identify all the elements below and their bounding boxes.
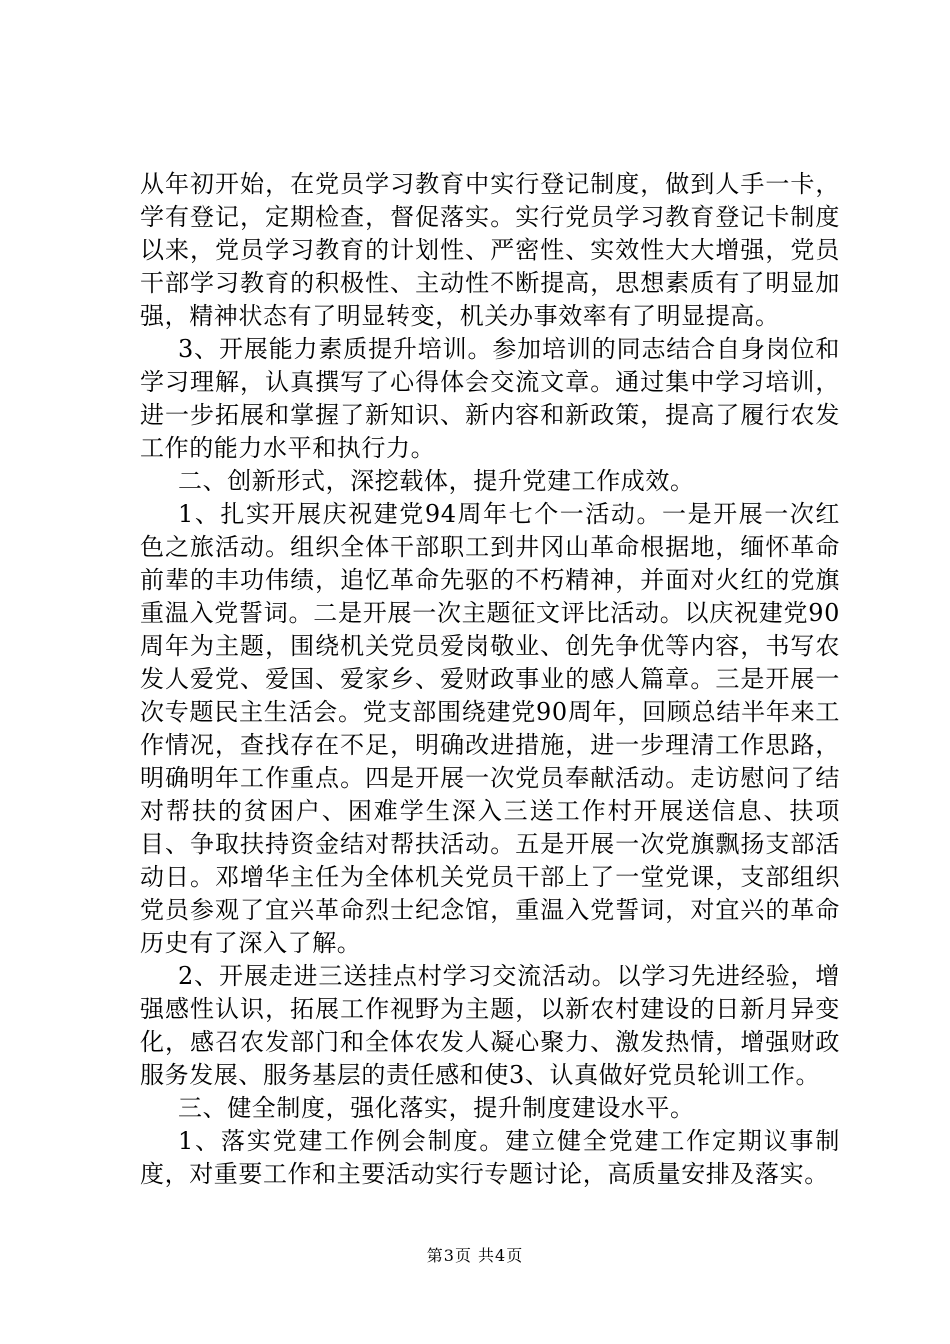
paragraph-4: 1、扎实开展庆祝建党94周年七个一活动。一是开展一次红色之旅活动。组织全体干部职工到井冈山革命根据地，缅怀革命前辈的丰功伟绩，追忆革命先驱的不朽精神，并面对火红的党旗重温入党誓词。二是开展一次主题征文评比活动。以庆祝建党90周年为主题，围绕机关党员爱岗敬业、创先争优等内容，书写农发人爱党、爱国、爱家乡、爱财政事业的感人篇章。三是开展一次专题民主生活会。党支部围绕建党90周年，回顾总结半年来工作情况，查找存在不足，明确改进措施，进一步理清工作思路，明确明年工作重点。四是开展一次党员奉献活动。走访慰问了结对帮扶的贫困户、困难学生深入三送工作村开展送信息、扶项目、争取扶持资金结对帮扶活动。五是开展一次党旗飘扬支部活动日。邓增华主任为全体机关党员干部上了一堂党课，支部组织党员参观了宜兴革命烈士纪念馆，重温入党誓词，对宜兴的革命历史有了深入了解。	[140, 500, 840, 957]
document-body	[140, 168, 840, 1191]
paragraph-7: 1、落实党建工作例会制度。建立健全党建工作定期议事制度，对重要工作和主要活动实行专题讨论，高质量安排及落实。	[140, 1127, 840, 1188]
section-heading-3: 三、健全制度，强化落实，提升制度建设水平。	[178, 1094, 695, 1122]
page-number: 第3页 共4页	[426, 1246, 524, 1265]
paragraph-5: 2、开展走进三送挂点村学习交流活动。以学习先进经验，增强感性认识，拓展工作视野为主题，以新农村建设的日新月异变化，感召农发部门和全体农发人凝心聚力、激发热情，增强财政服务发展、服务基层的责任感和使3、认真做好党员轮训工作。	[140, 962, 840, 1089]
paragraph-2: 3、开展能力素质提升培训。参加培训的同志结合自身岗位和学习理解，认真撰写了心得体会交流文章。通过集中学习培训，进一步拓展和掌握了新知识、新内容和新政策，提高了履行农发工作的能力水平和执行力。	[140, 335, 840, 462]
section-heading-2: 二、创新形式，深挖载体，提升党建工作成效。	[178, 467, 695, 495]
paragraph-1: 从年初开始，在党员学习教育中实行登记制度，做到人手一卡，学有登记，定期检查，督促落实。实行党员学习教育登记卡制度以来，党员学习教育的计划性、严密性、实效性大大增强，党员干部学习教育的积极性、主动性不断提高，思想素质有了明显加强，精神状态有了明显转变，机关办事效率有了明显提高。	[140, 170, 840, 330]
